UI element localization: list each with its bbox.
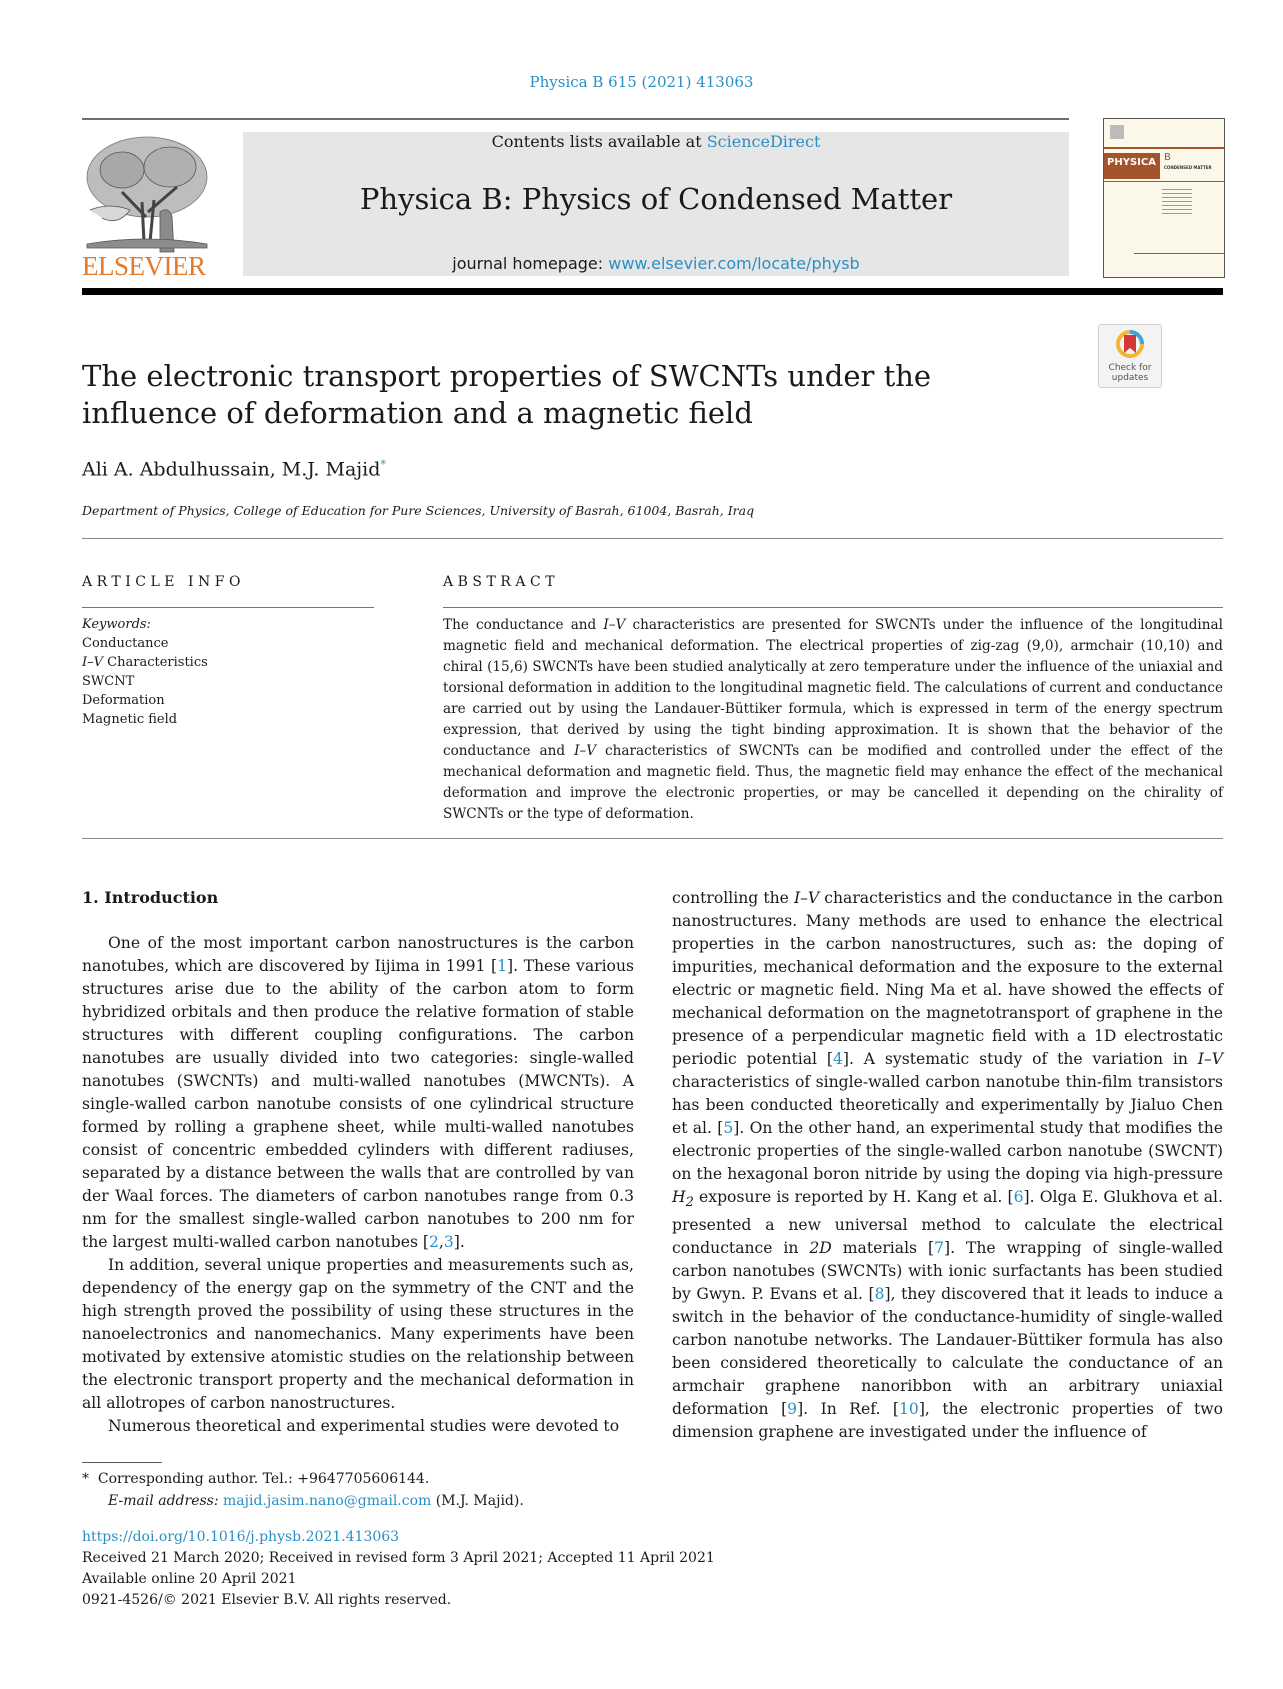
publication-info bbox=[82, 1527, 715, 1611]
cover-rule-2 bbox=[1104, 181, 1224, 182]
available-online: Available online 20 April 2021 bbox=[82, 1571, 297, 1587]
citation-link[interactable]: 9 bbox=[787, 1400, 798, 1419]
sciencedirect-link[interactable]: ScienceDirect bbox=[706, 132, 821, 151]
italic-term: H bbox=[672, 1188, 686, 1206]
keyword-item bbox=[82, 653, 208, 672]
keyword-item: SWCNT bbox=[82, 674, 135, 689]
citation-link[interactable]: 4 bbox=[832, 1050, 843, 1068]
abstract-heading: ABSTRACT bbox=[443, 574, 560, 590]
keyword-item: Deformation bbox=[82, 693, 165, 708]
cover-editors-list bbox=[1162, 189, 1192, 217]
article-title: The electronic transport properties of SWCNTs under the influence of deformation and a magnetic field bbox=[82, 359, 932, 430]
homepage-prefix: journal homepage: bbox=[452, 254, 609, 273]
journal-reference-link[interactable]: Physica B 615 (2021) 413063 bbox=[529, 73, 754, 91]
email-link[interactable]: majid.jasim.nano@gmail.com bbox=[223, 1493, 432, 1509]
bookmark-icon bbox=[1115, 329, 1145, 361]
cover-subtitle: CONDENSED MATTER bbox=[1164, 165, 1212, 170]
cover-title: PHYSICA bbox=[1107, 157, 1156, 168]
check-for-updates-button[interactable] bbox=[1098, 324, 1162, 388]
doi-link[interactable]: https://doi.org/10.1016/j.physb.2021.413063 bbox=[82, 1529, 400, 1545]
cover-letter: B bbox=[1164, 152, 1171, 163]
italic-term: 2D bbox=[809, 1239, 832, 1258]
italic-term: I–V bbox=[793, 889, 820, 907]
header-top-rule bbox=[82, 118, 1069, 120]
contents-line bbox=[243, 132, 1069, 151]
abstract-bottom-rule bbox=[82, 838, 1223, 839]
citation-link[interactable]: 7 bbox=[934, 1239, 944, 1258]
body-paragraph: One of the most important carbon nanostructures is the carbon nanotubes, which are discovered by Iijima in 1991 [1]. These various structures arise due to the ability of the carbon atom to form hybridized orbitals and then produce the relative formation of stable structures with different coupling configurations. The carbon nanotubes are usually divided into two categories: single-walled nanotubes (SWCNTs) and multi-walled nanotubes (MWCNTs). A single-walled carbon nanotube consists of one cylindrical structure formed by rolling a graphene sheet, while multi-walled nanotubes consist of concentric embedded cylinders with different radiuses, separated by a distance between the walls that are controlled by van der Waal forces. The diameters of carbon nanotubes range from 0.3 nm for the smallest single-walled carbon nanotubes to 200 nm for the largest multi-walled carbon nanotubes [2,3]. bbox=[82, 934, 634, 1251]
keyword-item: Conductance bbox=[82, 636, 169, 651]
check-updates-line2: updates bbox=[1111, 373, 1149, 383]
check-updates-label bbox=[1099, 363, 1161, 383]
iv-term: I–V bbox=[574, 743, 597, 759]
introduction-heading: 1. Introduction bbox=[82, 888, 219, 907]
body-column-right bbox=[672, 887, 1223, 1444]
copyright: 0921-4526/© 2021 Elsevier B.V. All rights reserved. bbox=[82, 1592, 452, 1608]
citation-link[interactable]: 10 bbox=[898, 1400, 919, 1419]
citation-link[interactable]: 5 bbox=[723, 1119, 734, 1137]
journal-banner bbox=[243, 132, 1069, 276]
received-dates: Received 21 March 2020; Received in revised form 3 April 2021; Accepted 11 April 2021 bbox=[82, 1550, 715, 1566]
affiliation: Department of Physics, College of Education for Pure Sciences, University of Basrah, 61004, Basrah, Iraq bbox=[82, 503, 755, 518]
authors: Ali A. Abdulhussain, M.J. Majid bbox=[82, 458, 381, 481]
elsevier-wordmark: ELSEVIER bbox=[82, 251, 206, 281]
subscript: 2 bbox=[685, 1195, 694, 1211]
keyword-item: Magnetic field bbox=[82, 712, 178, 727]
footnote-mark: * bbox=[82, 1471, 89, 1487]
keywords-list bbox=[82, 615, 208, 729]
header-thick-rule bbox=[82, 288, 1223, 295]
footnote bbox=[82, 1468, 524, 1512]
article-info-rule bbox=[82, 607, 374, 608]
body-paragraph: controlling the I–V characteristics and the conductance in the carbon nanostructures. Many methods are used to enhance the electrical properties in the carbon nanostructures, such as: the doping of impurities, mechanical deformation and the exposure to the external electric or magnetic field. Ning Ma et al. have showed the effects of mechanical deformation on the magnetotransport of graphene in the presence of a perpendicular magnetic field with a 1D electrostatic periodic potential [4]. A systematic study of the variation in I–V characteristics of single-walled carbon nanotube thin-film transistors has been conducted theoretically and experimentally by Jialuo Chen et al. [5]. On the other hand, an experimental study that modifies the electronic properties of the single-walled carbon nanotube (SWCNT) on the hexagonal boron nitride by using the doping via high-pressure $H_2$ exposure is reported by H. Kang et al. [6]. Olga E. Glukhova et al. presented a new universal method to calculate the electrical conductance in 2D materials [7]. The wrapping of single-walled carbon nanotubes (SWCNTs) with ionic surfactants has been studied by Gwyn. P. Evans et al. [8], they discovered that it leads to induce a switch in the behavior of the conductance-humidity of single-walled carbon nanotube networks. The Landauer-Büttiker formula has also been considered theoretically to calculate the conductance of an armchair graphene nanoribbon with an arbitrary uniaxial deformation [9]. In Ref. [10], the electronic properties of two dimension graphene are investigated under the influence of bbox=[672, 889, 1223, 1442]
keyword-iv-rest: Characteristics bbox=[103, 655, 208, 670]
cover-publisher-icon bbox=[1110, 125, 1124, 139]
citation-link[interactable]: 2 bbox=[428, 1233, 439, 1251]
email-line bbox=[82, 1490, 524, 1512]
check-updates-line1: Check for bbox=[1108, 363, 1152, 373]
affiliation-rule bbox=[82, 538, 1223, 539]
journal-title: Physica B: Physics of Condensed Matter bbox=[359, 182, 953, 216]
keywords-label: Keywords: bbox=[82, 617, 151, 632]
homepage-line bbox=[243, 254, 1069, 273]
italic-term: I–V bbox=[1197, 1050, 1223, 1068]
email-label: E-mail address: bbox=[108, 1493, 219, 1509]
cover-rule bbox=[1104, 147, 1224, 149]
corresponding-author-note bbox=[82, 1468, 524, 1490]
citation-link[interactable]: 8 bbox=[874, 1285, 885, 1304]
cover-rule-3 bbox=[1134, 253, 1224, 254]
journal-homepage-link[interactable]: www.elsevier.com/locate/physb bbox=[608, 254, 860, 273]
journal-cover-thumbnail[interactable] bbox=[1103, 118, 1225, 278]
body-column-left bbox=[82, 932, 634, 1438]
iv-term: I–V bbox=[603, 617, 626, 633]
keyword-iv: I–V bbox=[82, 655, 104, 670]
body-paragraph: In addition, several unique properties and measurements such as, dependency of the energy gap on the symmetry of the CNT and the high strength proved the possibility of using these structures in the nanoelectronics and nanomechanics. Many experiments have been motivated by extensive atomistic studies on the relationship between the electronic transport property and the mechanical deformation in all allotropes of carbon nanostructures. bbox=[82, 1256, 634, 1412]
contents-prefix: Contents lists available at bbox=[491, 132, 707, 151]
cover-title-block bbox=[1104, 153, 1160, 179]
citation-link[interactable]: 1 bbox=[497, 957, 507, 975]
abstract-rule bbox=[443, 607, 1223, 608]
article-info-heading: ARTICLE INFO bbox=[82, 574, 245, 590]
corresponding-text: Corresponding author. Tel.: +9647705606144. bbox=[97, 1471, 430, 1487]
abstract-text: The conductance and I–V characteristics are presented for SWCNTs under the influence of the longitudinal magnetic field and mechanical deformation. The electrical properties of zig-zag (9,0), armchair (10,10) and chiral (15,6) SWCNTs have been studied analytically at zero temperature under the influence of the uniaxial and torsional deformation in addition to the longitudinal magnetic field. The calculations of current and conductance are carried out by using the Landauer-Büttiker formula, which is expressed in term of the energy spectrum expression, that derived by using the tight binding approximation. It is shown that the behavior of the conductance and I–V characteristics of SWCNTs can be modified and controlled under the effect of the mechanical deformation and magnetic field. Thus, the magnetic field may enhance the effect of the mechanical deformation and improve the electronic properties, or may be cancelled it depending on the chirality of SWCNTs or the type of deformation. bbox=[443, 617, 1223, 822]
citation-link[interactable]: 6 bbox=[1013, 1188, 1024, 1206]
footnote-rule bbox=[82, 1462, 162, 1463]
body-paragraph: Numerous theoretical and experimental studies were devoted to bbox=[108, 1417, 620, 1435]
email-suffix: (M.J. Majid). bbox=[431, 1493, 524, 1509]
corresponding-author-mark[interactable]: * bbox=[380, 458, 386, 471]
citation-link[interactable]: 3 bbox=[443, 1233, 454, 1251]
authors-line bbox=[82, 458, 386, 480]
